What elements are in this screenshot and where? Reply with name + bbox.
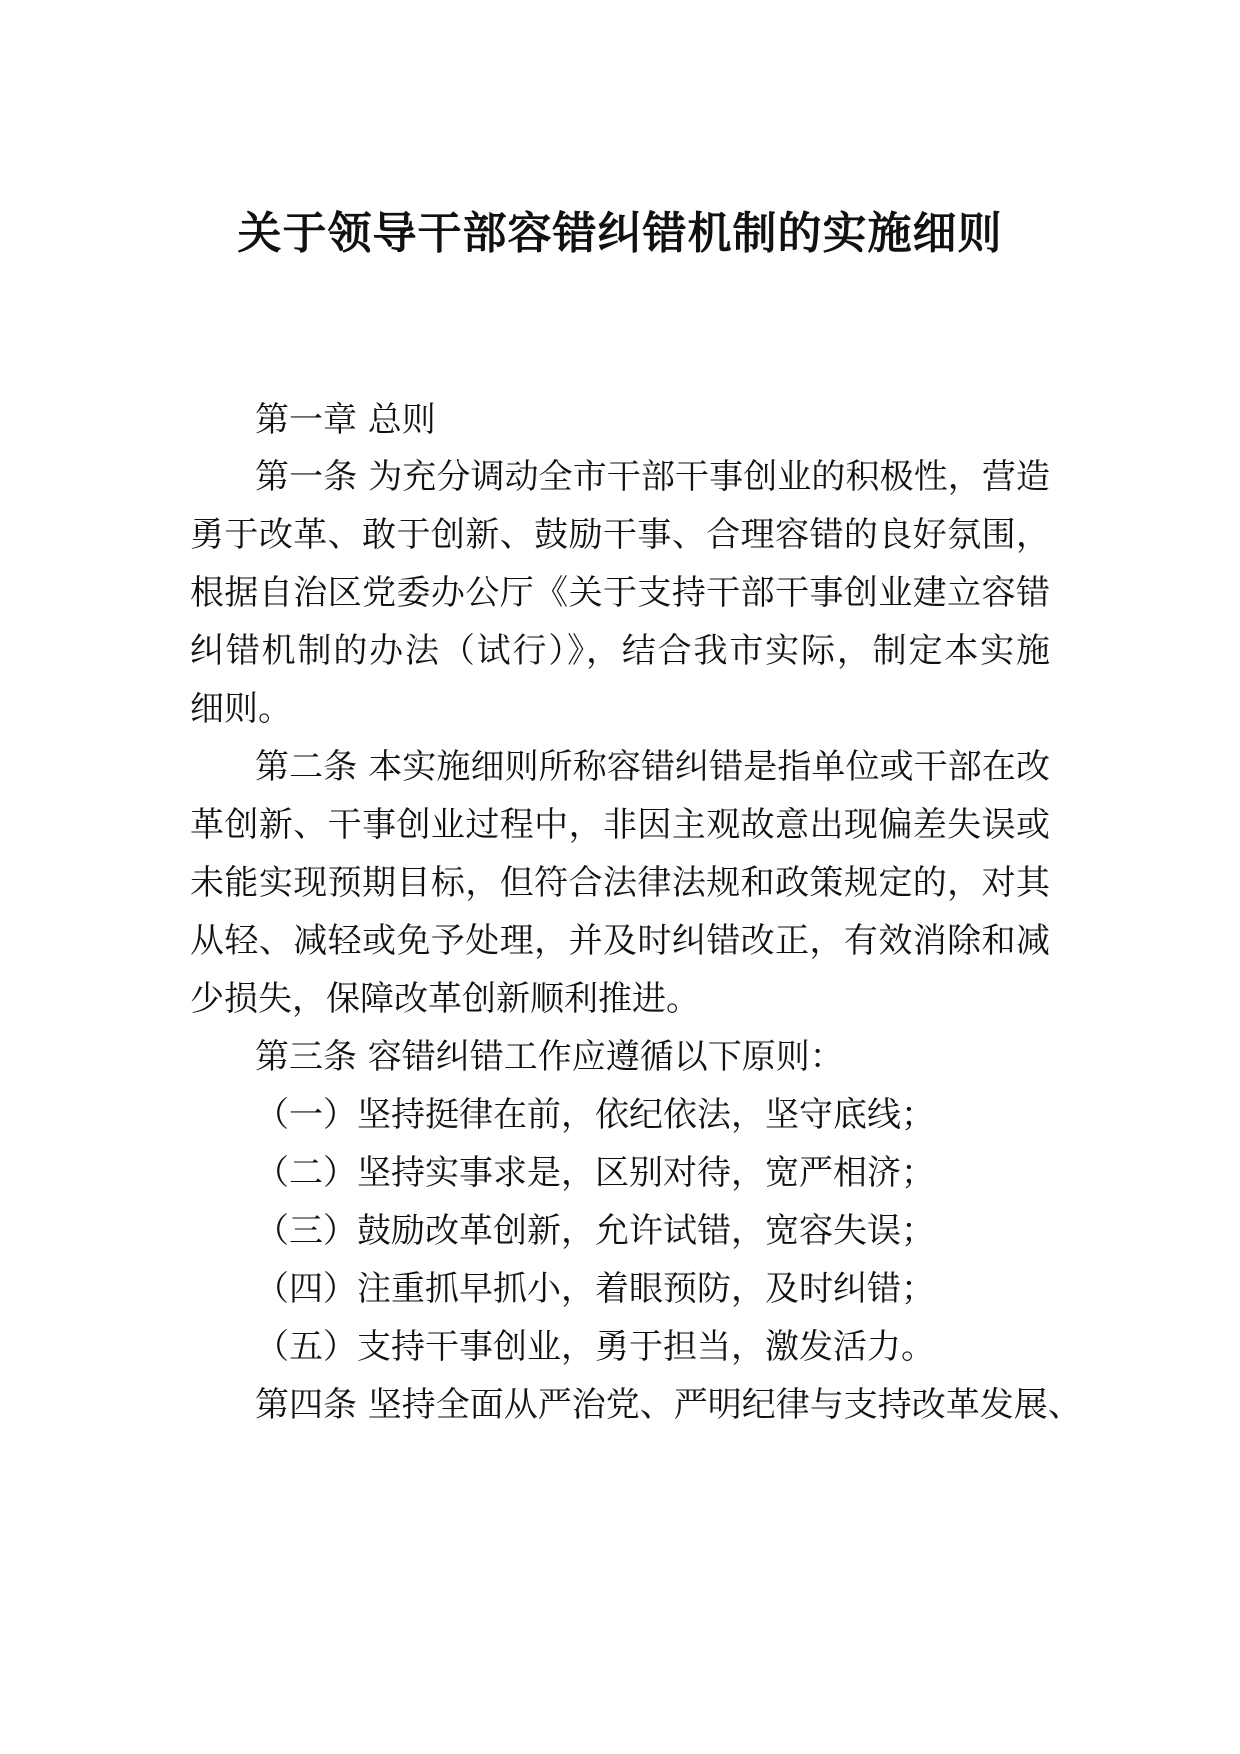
article-2-line: 未能实现预期目标，但符合法律法规和政策规定的，对其 [190,863,1050,903]
principle-item: （四）注重抓早抓小，着眼预防，及时纠错； [255,1269,935,1309]
article-2-line: 第二条 本实施细则所称容错纠错是指单位或干部在改 [255,747,1050,787]
article-4-line: 第四条 坚持全面从严治党、严明纪律与支持改革发展、 [255,1385,1082,1425]
article-1-line: 根据自治区党委办公厅《关于支持干部干事创业建立容错 [190,573,1050,613]
article-1-line: 细则。 [190,689,292,729]
article-3-intro: 第三条 容错纠错工作应遵循以下原则： [255,1037,844,1077]
principle-item: （五）支持干事创业，勇于担当，激发活力。 [255,1327,935,1367]
article-1-line: 纠错机制的办法（试行）》，结合我市实际，制定本实施 [190,631,1050,671]
principle-item: （二）坚持实事求是，区别对待，宽严相济； [255,1153,935,1193]
document-title: 关于领导干部容错纠错机制的实施细则 [237,208,1003,259]
article-1-line: 勇于改革、敢于创新、鼓励干事、合理容错的良好氛围， [190,515,1050,555]
article-2-line: 革创新、干事创业过程中，非因主观故意出现偏差失误或 [190,805,1050,845]
principle-item: （三）鼓励改革创新，允许试错，宽容失误； [255,1211,935,1251]
chapter-heading: 第一章 总则 [255,400,436,440]
principle-item: （一）坚持挺律在前，依纪依法，坚守底线； [255,1095,935,1135]
article-1-line: 第一条 为充分调动全市干部干事创业的积极性，营造 [255,457,1050,497]
article-2-line: 从轻、减轻或免予处理，并及时纠错改正，有效消除和减 [190,921,1050,961]
article-2-line: 少损失，保障改革创新顺利推进。 [190,979,700,1019]
